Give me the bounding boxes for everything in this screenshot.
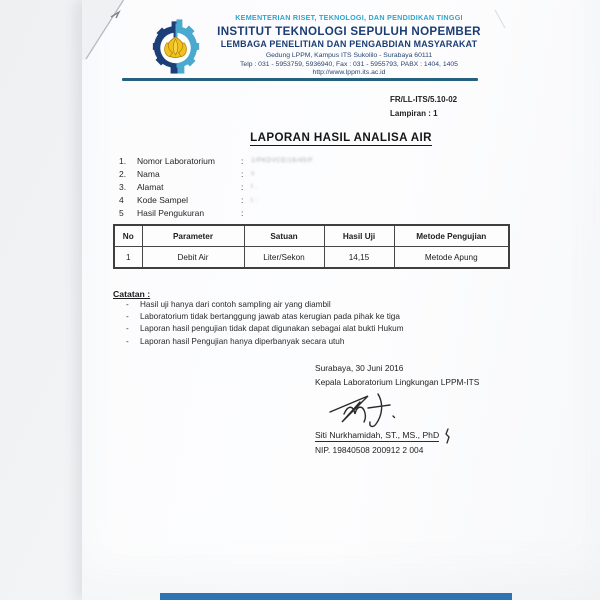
signoff-block [315, 362, 479, 390]
detail-number: 5 [119, 208, 124, 219]
table-row [114, 247, 509, 269]
note-text: Laporan hasil pengujian tidak dapat digunakan sebagai alat bukti Hukum [140, 324, 404, 334]
detail-label: Kode Sampel [137, 195, 189, 206]
detail-label: Nama [137, 168, 160, 179]
detail-row [119, 180, 449, 193]
col-header-metode: Metode Pengujian [394, 225, 509, 247]
signature-scribble [320, 390, 420, 434]
department-name: LEMBAGA PENELITIAN DAN PENGABDIAN MASYARAKAT [220, 39, 478, 49]
ministry-line: KEMENTERIAN RISET, TEKNOLOGI, DAN PENDIDIKAN TINGGI [235, 13, 463, 22]
its-logo [145, 13, 208, 77]
cell-no: 1 [114, 247, 142, 269]
note-item [113, 311, 513, 323]
col-header-parameter: Parameter [142, 225, 244, 247]
footer-blue-bar [160, 593, 512, 600]
website-line: http://www.lppm.its.ac.id [312, 69, 386, 77]
detail-row [119, 194, 449, 207]
detail-colon: : [241, 208, 244, 219]
detail-label: Nomor Laboratorium [137, 155, 215, 166]
detail-row [119, 207, 449, 220]
address-line: Gedung LPPM, Kampus ITS Sukolilo - Surabaya 60111 [265, 52, 433, 59]
detail-colon: : [241, 155, 244, 166]
note-text: Laboratorium tidak bertanggung jawab atas kerugian pada pihak ke tiga [140, 312, 400, 322]
place-date: Surabaya, 30 Juni 2016 [315, 363, 404, 373]
cell-satuan: Liter/Sekon [244, 247, 324, 269]
title-wrap [82, 128, 600, 146]
letterhead [208, 13, 490, 78]
signer-name: Siti Nurkhamidah, ST., MS., PhD [315, 430, 440, 440]
cell-hasil-uji: 14,15 [324, 247, 394, 269]
reference-block [390, 93, 457, 120]
detail-row [119, 167, 449, 180]
institute-name: INSTITUT TEKNOLOGI SEPULUH NOPEMBER [217, 25, 481, 38]
note-text: Hasil uji hanya dari contoh sampling air yang diambil [140, 300, 331, 309]
pen-mark-icon [444, 428, 452, 444]
note-item [113, 323, 513, 335]
note-item [113, 299, 513, 311]
signer-nip: NIP. 19840508 200912 2 004 [315, 445, 424, 455]
detail-value-redacted: t . [251, 183, 258, 191]
detail-label: Alamat [137, 181, 164, 192]
note-bullet: - [126, 300, 129, 309]
notes-section [113, 289, 513, 348]
col-header-satuan: Satuan [244, 225, 324, 247]
detail-colon: : [241, 181, 244, 192]
detail-value-redacted: t : [251, 196, 258, 204]
signer-name-row [315, 430, 452, 444]
form-code: FR/LL-ITS/5.10-02 [390, 95, 458, 104]
detail-number: 1. [119, 155, 127, 166]
detail-colon: : [241, 195, 244, 206]
document-title: LAPORAN HASIL ANALISA AIR [250, 131, 432, 144]
detail-number: 3. [119, 181, 127, 192]
note-item [113, 336, 513, 348]
cell-metode: Metode Apung [394, 247, 509, 269]
attachment-line: Lampiran : 1 [390, 108, 438, 118]
detail-number: 4 [119, 195, 124, 206]
detail-colon: : [241, 168, 244, 179]
note-bullet: - [126, 312, 129, 322]
note-text: Laporan hasil Pengujian hanya diperbanyak secara utuh [140, 336, 345, 346]
cell-parameter: Debit Air [142, 247, 244, 269]
detail-number: 2. [119, 168, 127, 179]
detail-row [119, 154, 449, 167]
note-bullet: - [126, 336, 129, 346]
col-header-no: No [114, 225, 142, 247]
sample-details [119, 154, 449, 220]
letterhead-divider [122, 78, 478, 81]
signer-position: Kepala Laboratorium Lingkungan LPPM-ITS [315, 376, 480, 387]
detail-label: Hasil Pengukuran [137, 208, 205, 219]
results-table [113, 224, 510, 269]
phone-line: Telp : 031 - 5953759, 5936940, Fax : 031 - 5955793, PABX : 1404, 1405 [240, 60, 458, 68]
note-bullet: - [126, 324, 129, 334]
col-header-hasil-uji: Hasil Uji [324, 225, 394, 247]
detail-value-redacted: s [251, 170, 255, 178]
notes-heading: Catatan : [113, 289, 151, 299]
table-header-row [114, 225, 509, 247]
detail-value-redacted: 1/PKDVCE/16/45/F [251, 157, 314, 165]
